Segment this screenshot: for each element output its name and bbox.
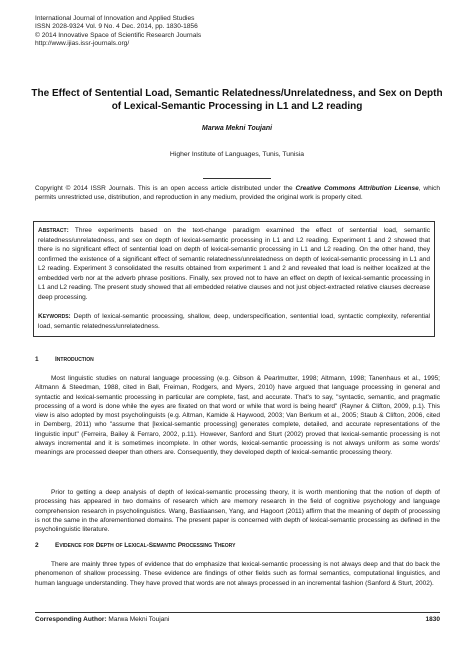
intro-paragraph-1: Most linguistic studies on natural language processing (e.g. Gibson & Pearlmutter, 1998; Altmann, 1998; Tanenhaus et al., 1995; Altmann & Steedman, 1988, cited in Ball, Freiman, Rodgers, and Myers, 2010) have argued that language processing in general and syntactic and lexical-semantic processing in particular are complete, fast, and accurate. That's to say, "syntactic, semantic, and pragmatic processing of a word is done while the eyes are fixated on that word or while that word is being heard" (Rayner & Clifton, 2009, p.1). This view is also adopted by most psycholinguists (e.g. Altman, Kamide & Haywood, 2003; Van Berkum et al., 2005; Staub & Clifton, 2006, cited in Demberg, 2011) who "assume that [lexical-semantic processing] generates complete, detailed, and accurate representations of the linguistic input" (Ferreira, Bailey & Ferraro, 2002, p.11). However, Sanford and Sturt (2002) proved that lexical-semantic processing is not always incremental and it is sometimes incomplete. In other words, lexical-semantic processing is not always uniform as some words' meanings are processed deeper than others are. Consequently, they developed depth of lexical-semantic processing theory. [35,375,440,457]
title-divider [203,178,271,179]
abstract [38,226,430,302]
journal-header [35,15,201,49]
section-number: 1 [35,356,39,363]
page-number: 1830 [425,616,440,623]
paper-title [30,87,444,114]
abstract-box [33,221,435,337]
copyright-text-start: Copyright © 2014 ISSR Journals. This is an open access article distributed under the [35,185,296,192]
keywords-label: Keywords: [38,313,71,320]
journal-issn: ISSN 2028-9324 Vol. 9 No. 4 Dec. 2014, pp. 1830-1856 [35,23,198,31]
evidence-paragraph-1: There are mainly three types of evidence that do emphasize that lexical-semantic processing is not always deep and that do back the phenomenon of shallow processing. These evidence are findings of other fields such as formal semantics, computational linguistics, and human language understanding. They have proved that words are not always processed in an incremental fashion (Sanford & Sturt, 2002). [35,561,440,587]
section-title: Evidence for Depth of Lexical-Semantic Processing Theory [55,542,236,549]
title-line-2: of Lexical-Semantic Processing in L1 and L2 reading [111,101,363,113]
copyright-notice [35,184,440,202]
title-line-1: The Effect of Sentential Load, Semantic Relatedness/Unrelatedness, and Sex on Depth [31,88,443,99]
section-heading-introduction [35,356,94,363]
keywords-text: Depth of lexical-semantic processing, shallow, deep, underspecification, sentential load, syntactic complexity, referential load, semantic relatedness/unrelatedness. [38,313,430,330]
section-number: 2 [35,542,39,549]
abstract-label: Abstract: [38,227,69,234]
intro-paragraph-2: Prior to getting a deep analysis of depth of lexical-semantic processing theory, it is worth mentioning that the notion of depth of processing has appeared in two domains of research which are memory research in the field of cognitive psychology and language comprehension research in psycholinguistics. Wang, Bastiaansen, Yang, and Hagoort (2011) affirm that the meaning of depth of processing is not the same in the aforementioned domains. The present paper is concerned with depth of lexical-semantic processing as defined in the psycholinguistic literature. [35,489,440,534]
section-heading-evidence [35,542,235,549]
corresponding-author-label: Corresponding Author: [35,616,107,623]
section-title: Introduction [55,356,94,363]
corresponding-author-name: Marwa Mekni Toujani [106,616,170,623]
copyright-text-end: , which permits unrestricted use, distribution, and reproduction in any medium, provided the original work is properly cited. [35,185,441,201]
journal-name: International Journal of Innovation and Applied Studies [35,15,195,22]
footer-divider [35,612,440,613]
page-footer [35,616,440,623]
journal-copyright: © 2014 Innovative Space of Scientific Research Journals [35,31,202,39]
abstract-text: Three experiments based on the text-change paradigm examined the effect of sentential load, semantic relatedness/unrelatedness, and sex on depth of lexical-semantic processing in L1 and L2 reading. Experiment 1 and 2 showed that there is no significant effect of sentential load on depth of lexical-semantic processing in L1 and L2 reading. On the other hand, they confirmed the existence of a significant effect of semantic relatedness/unrelatedness on depth of lexical-semantic processing in L1 and L2 reading. Experiment 3 consolidated the results obtained from experiment 1 and 2 and revealed that load is neither localized at the embedded verb nor at the adverb phrase positions. Finally, sex proved not to have an effect on depth of lexical-semantic processing in L1 and L2 reading. The present study showed that all embedded relative clauses and not just object-extracted relative clauses decrease deep processing. [38,227,430,301]
author-affiliation: Higher Institute of Languages, Tunis, Tunisia [169,151,305,158]
keywords [38,312,430,331]
journal-url[interactable]: http://www.ijias.issr-journals.org/ [35,40,130,48]
author-name: Marwa Mekni Toujani [201,125,273,132]
license-name: Creative Commons Attribution License [295,185,419,192]
